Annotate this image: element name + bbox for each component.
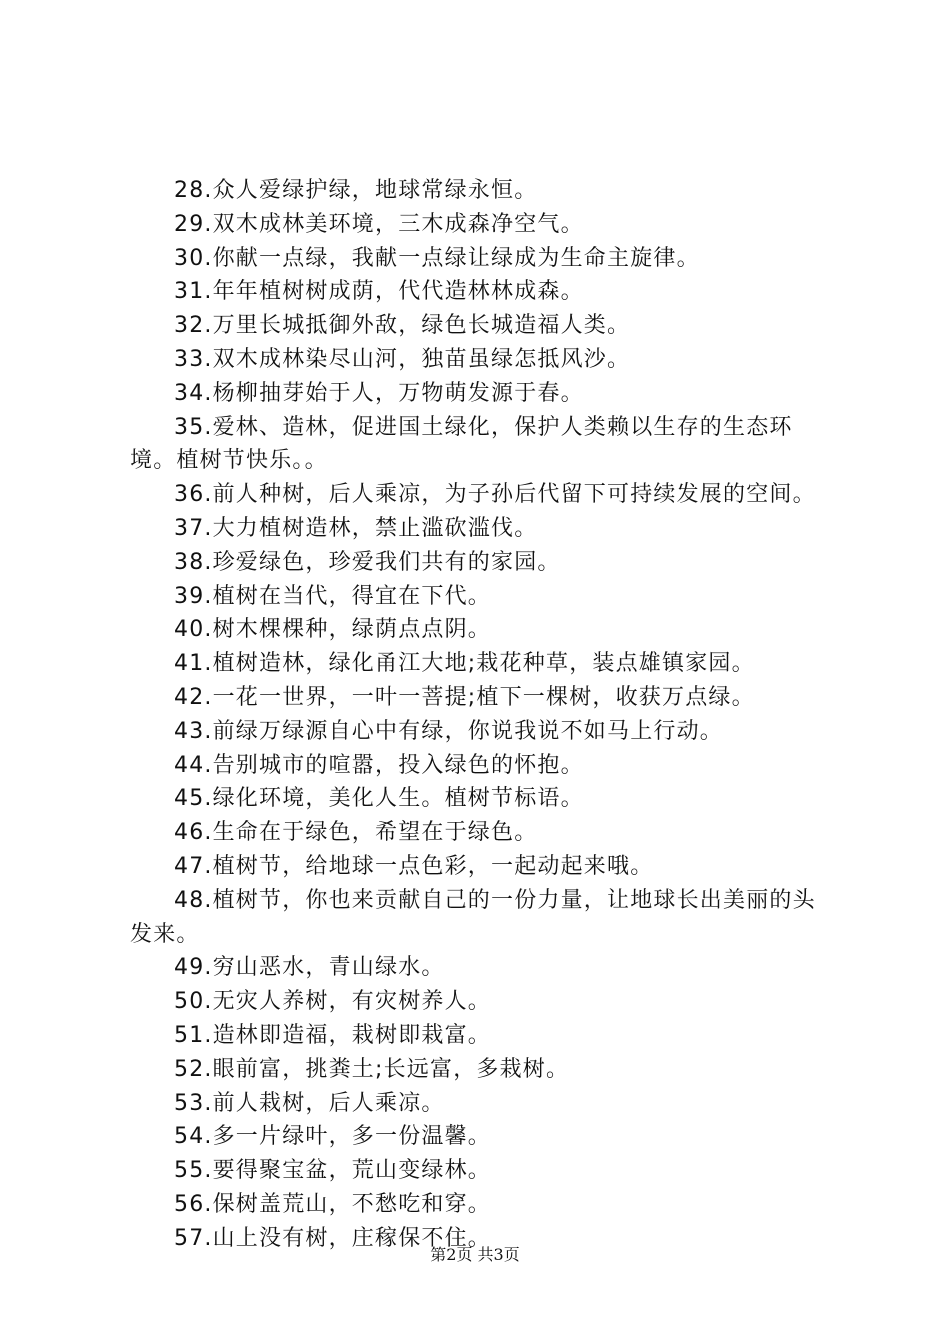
slogan-item: 49.穷山恶水，青山绿水。 xyxy=(174,955,445,981)
slogan-item: 30.你献一点绿，我献一点绿让绿成为生命主旋律。 xyxy=(174,245,700,271)
slogan-item: 50.无灾人养树，有灾树养人。 xyxy=(174,989,491,1015)
slogan-item: 29.双木成林美环境，三木成森净空气。 xyxy=(174,211,584,237)
slogan-item: 48.植树节，你也来贡献自己的一份力量，让地球长出美丽的头发来。 xyxy=(130,887,816,947)
slogan-item: 43.前绿万绿源自心中有绿，你说我说不如马上行动。 xyxy=(174,718,723,744)
slogan-item: 45.绿化环境，美化人生。植树节标语。 xyxy=(174,786,584,812)
slogan-item: 42.一花一世界，一叶一菩提;植下一棵树，收获万点绿。 xyxy=(174,684,755,710)
slogan-item: 39.植树在当代，得宜在下代。 xyxy=(174,583,491,609)
page-footer: 第2页 共3页 xyxy=(430,1245,520,1264)
slogan-item: 37.大力植树造林，禁止滥砍滥伐。 xyxy=(174,515,538,541)
slogan-list xyxy=(130,174,838,1256)
slogan-item: 28.众人爱绿护绿，地球常绿永恒。 xyxy=(174,178,538,203)
slogan-item: 32.万里长城抵御外敌，绿色长城造福人类。 xyxy=(174,313,631,339)
slogan-item: 56.保树盖荒山，不愁吃和穿。 xyxy=(174,1191,491,1217)
slogan-item: 36.前人种树，后人乘凉，为子孙后代留下可持续发展的空间。 xyxy=(174,482,816,508)
slogan-item: 44.告别城市的喧嚣，投入绿色的怀抱。 xyxy=(174,752,584,778)
slogan-item: 53.前人栽树，后人乘凉。 xyxy=(174,1090,445,1116)
slogan-item: 38.珍爱绿色，珍爱我们共有的家园。 xyxy=(174,549,561,575)
slogan-item: 40.树木棵棵种，绿荫点点阴。 xyxy=(174,617,491,643)
slogan-item: 33.双木成林染尽山河，独苗虽绿怎抵风沙。 xyxy=(174,346,631,372)
slogan-item: 34.杨柳抽芽始于人，万物萌发源于春。 xyxy=(174,380,584,406)
slogan-item: 51.造林即造福，栽树即栽富。 xyxy=(174,1022,491,1048)
slogan-item: 57.山上没有树，庄稼保不住。 xyxy=(174,1225,491,1251)
slogan-item: 54.多一片绿叶，多一份温馨。 xyxy=(174,1124,491,1150)
slogan-item: 47.植树节，给地球一点色彩，一起动起来哦。 xyxy=(174,853,654,879)
slogan-item: 35.爱林、造林，促进国土绿化，保护人类赖以生存的生态环境。植树节快乐。。 xyxy=(130,414,793,474)
slogan-item: 55.要得聚宝盆，荒山变绿林。 xyxy=(174,1158,491,1184)
slogan-item: 31.年年植树树成荫，代代造林林成森。 xyxy=(174,279,584,305)
slogan-item: 52.眼前富，挑粪土;长远富，多栽树。 xyxy=(174,1056,570,1082)
slogan-item: 41.植树造林，绿化甬江大地;栽花种草，装点雄镇家园。 xyxy=(174,651,755,677)
slogan-item: 46.生命在于绿色，希望在于绿色。 xyxy=(174,820,538,846)
